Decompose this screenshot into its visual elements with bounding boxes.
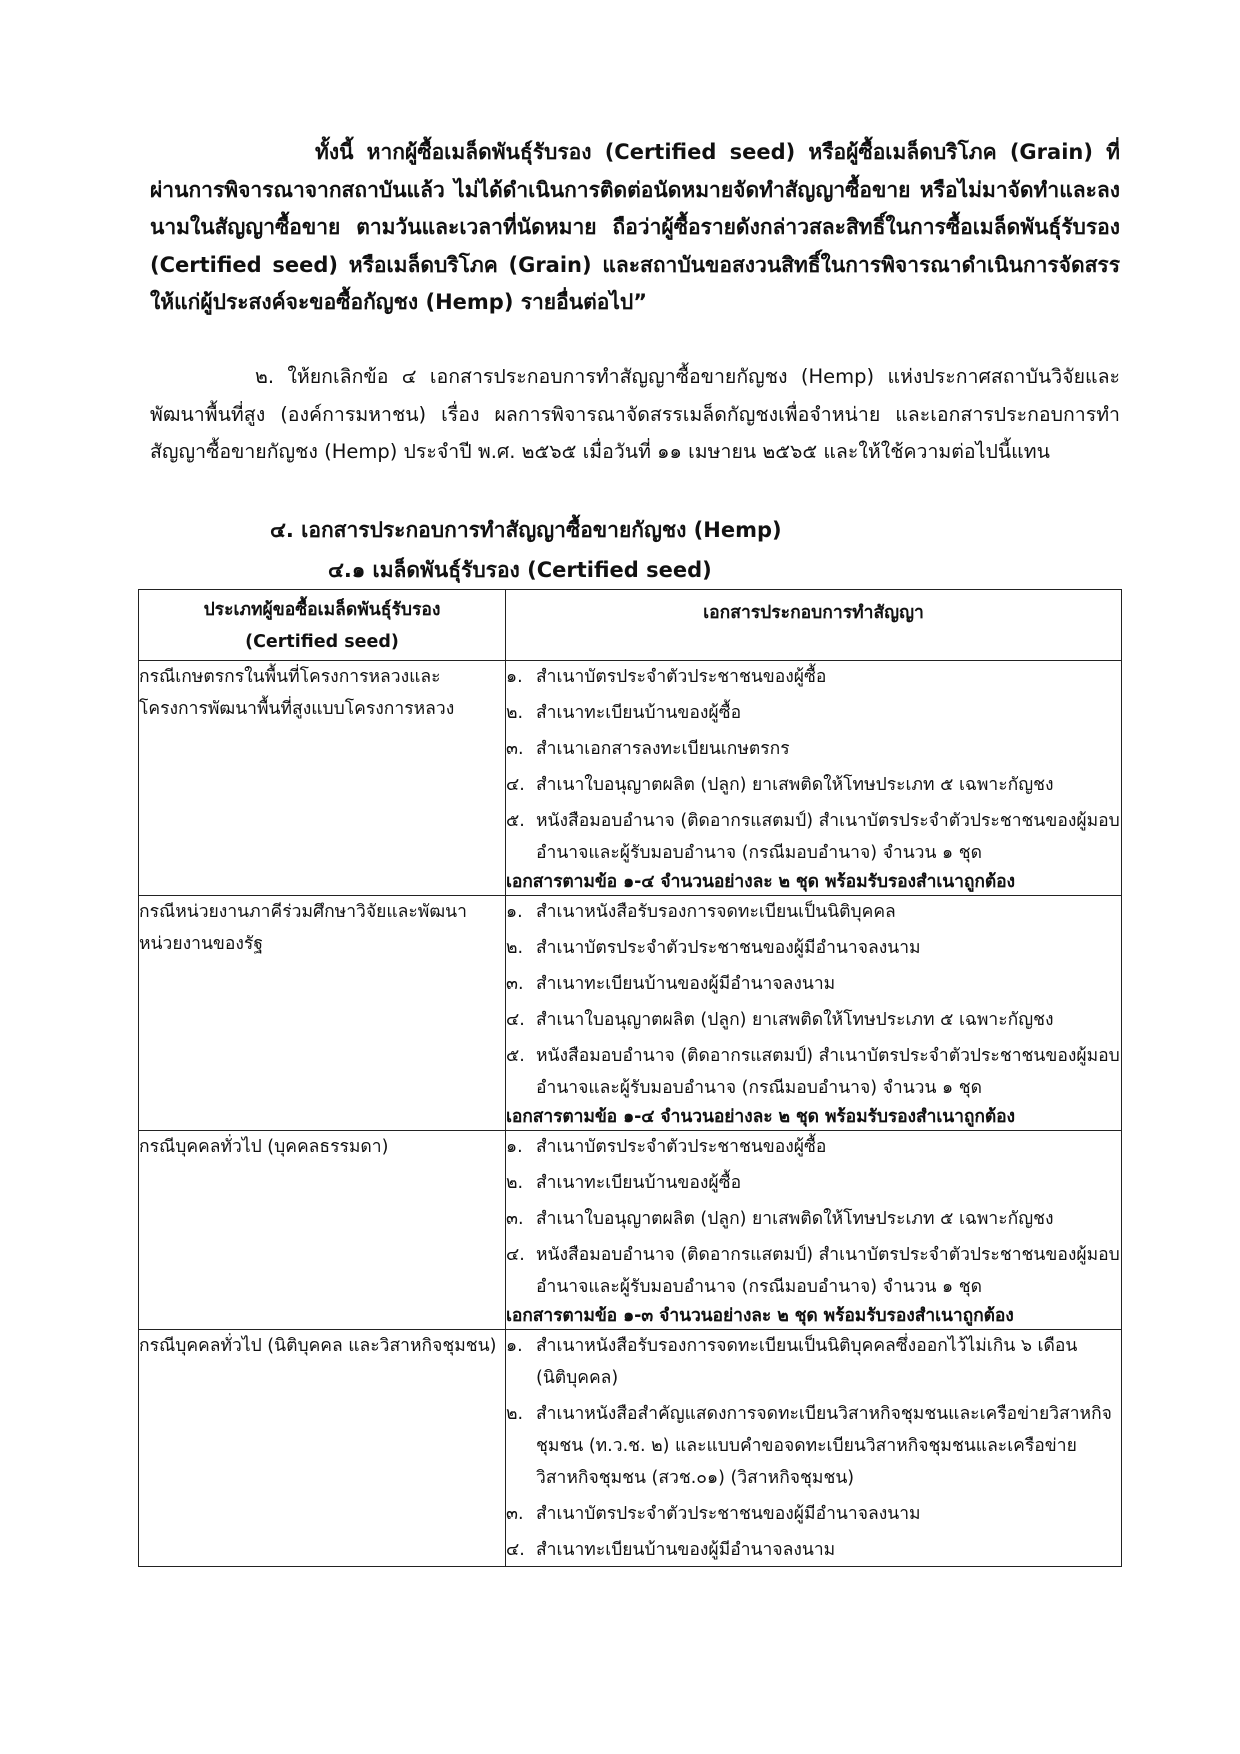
table-row [139,661,1122,896]
buyer-type-cell [139,896,506,1131]
doc-number: ๔. [506,1010,525,1030]
doc-text: สำเนาทะเบียนบ้านของผู้ซื้อ [536,1173,742,1193]
doc-text: สำเนาทะเบียนบ้านของผู้มีอำนาจลงนาม [536,1540,836,1560]
doc-item [506,1498,1121,1530]
table-header-row [139,590,1122,661]
doc-text: สำเนาทะเบียนบ้านของผู้ซื้อ [536,703,742,723]
doc-text: หนังสือมอบอำนาจ (ติดอากรแสตมป์) สำเนาบัตรประจำตัวประชาชนของผู้มอบอำนาจและผู้รับมอบอำนาจ (กรณีมอบอำนาจ) จำนวน ๑ ชุด [536,811,1120,863]
documents-cell [506,896,1122,1131]
doc-number: ๓. [506,1209,524,1229]
header-buyer-type [139,590,506,661]
doc-item [506,968,1121,1000]
doc-item [506,1040,1121,1104]
doc-item [506,1534,1121,1566]
doc-number: ๑. [506,902,523,922]
doc-number: ๒. [506,1404,524,1424]
doc-text: สำเนาบัตรประจำตัวประชาชนของผู้มีอำนาจลงนาม [536,1504,921,1524]
doc-number: ๔. [506,775,525,795]
doc-number: ๒. [506,1173,524,1193]
buyer-type-cell [139,661,506,896]
documents-cell [506,1131,1122,1330]
doc-text: สำเนาใบอนุญาตผลิต (ปลูก) ยาเสพติดให้โทษประเภท ๕ เฉพาะกัญชง [536,775,1054,795]
doc-number: ๑. [506,1336,523,1356]
doc-text: สำเนาทะเบียนบ้านของผู้มีอำนาจลงนาม [536,974,836,994]
doc-item [506,805,1121,869]
header-buyer-type-line1: ประเภทผู้ขอซื้อเมล็ดพันธุ์รับรอง [203,600,441,620]
doc-number: ๕. [506,811,525,831]
doc-text: หนังสือมอบอำนาจ (ติดอากรแสตมป์) สำเนาบัตรประจำตัวประชาชนของผู้มอบอำนาจและผู้รับมอบอำนาจ (กรณีมอบอำนาจ) จำนวน ๑ ชุด [536,1245,1120,1297]
doc-number: ๒. [506,938,524,958]
doc-item [506,697,1121,729]
intro-paragraph-text: ทั้งนี้ หากผู้ซื้อเมล็ดพันธุ์รับรอง (Certified seed) หรือผู้ซื้อเมล็ดบริโภค (Grain) ที่ผ่านการพิจารณาจากสถาบันแล้ว ไม่ได้ดำเนินการติดต่อนัดหมายจัดทำสัญญาซื้อขาย หรือไม่มาจัดทำและลงนามในสัญญาซื้อขาย ตามวันและเวลาที่นัดหมาย ถือว่าผู้ซื้อรายดังกล่าวสละสิทธิ์ในการซื้อเมล็ดพันธุ์รับรอง (Certified seed) หรือเมล็ดบริโภค (Grain) และสถาบันขอสงวนสิทธิ์ในการพิจารณาดำเนินการจัดสรรให้แก่ผู้ประสงค์จะขอซื้อกัญชง (Hemp) รายอื่นต่อไป” [150,140,1120,314]
documents-cell [506,661,1122,896]
doc-number: ๓. [506,739,524,759]
doc-number: ๕. [506,1046,525,1066]
doc-item [506,733,1121,765]
doc-number: ๓. [506,974,524,994]
doc-number: ๑. [506,667,523,687]
doc-item [506,896,1121,928]
doc-item [506,1131,1121,1163]
doc-text: สำเนาหนังสือสำคัญแสดงการจดทะเบียนวิสาหกิจชุมชนและเครือข่ายวิสาหกิจชุมชน (ท.ว.ช. ๒) และแบบคำขอจดทะเบียนวิสาหกิจชุมชนและเครือข่ายวิสาหกิจชุมชน (สวช.๐๑) (วิสาหกิจชุมชน) [536,1404,1112,1488]
buyer-type-line: หน่วยงานของรัฐ [139,934,263,954]
buyer-type-line: กรณีเกษตรกรในพื้นที่โครงการหลวงและ [139,667,441,687]
doc-text: สำเนาบัตรประจำตัวประชาชนของผู้ซื้อ [536,1137,827,1157]
doc-item [506,1398,1121,1494]
section-heading: ๔. เอกสารประกอบการทำสัญญาซื้อขายกัญชง (Hemp) [270,518,782,542]
doc-item [506,1330,1121,1394]
table-row [139,896,1122,1131]
intro-paragraph [150,134,1120,322]
doc-note: เอกสารตามข้อ ๑-๓ จำนวนอย่างละ ๒ ชุด พร้อมรับรองสำเนาถูกต้อง [506,1306,1014,1326]
buyer-type-line: กรณีบุคคลทั่วไป (นิติบุคคล และวิสาหกิจชุมชน) [139,1336,497,1356]
doc-number: ๔. [506,1540,525,1560]
doc-text: สำเนาบัตรประจำตัวประชาชนของผู้ซื้อ [536,667,827,687]
buyer-type-line: โครงการพัฒนาพื้นที่สูงแบบโครงการหลวง [139,699,455,719]
doc-text: หนังสือมอบอำนาจ (ติดอากรแสตมป์) สำเนาบัตรประจำตัวประชาชนของผู้มอบอำนาจและผู้รับมอบอำนาจ (กรณีมอบอำนาจ) จำนวน ๑ ชุด [536,1046,1120,1098]
table-row [139,1131,1122,1330]
subsection-heading: ๔.๑ เมล็ดพันธุ์รับรอง (Certified seed) [328,558,712,582]
doc-note: เอกสารตามข้อ ๑-๔ จำนวนอย่างละ ๒ ชุด พร้อมรับรองสำเนาถูกต้อง [506,872,1015,892]
buyer-type-cell [139,1131,506,1330]
doc-text: สำเนาใบอนุญาตผลิต (ปลูก) ยาเสพติดให้โทษประเภท ๕ เฉพาะกัญชง [536,1209,1054,1229]
documents-cell [506,1330,1122,1567]
buyer-type-line: กรณีบุคคลทั่วไป (บุคคลธรรมดา) [139,1137,389,1157]
documents-table [138,589,1122,1567]
buyer-type-cell [139,1330,506,1567]
doc-number: ๔. [506,1245,525,1265]
doc-number: ๓. [506,1504,524,1524]
doc-text: สำเนาบัตรประจำตัวประชาชนของผู้มีอำนาจลงนาม [536,938,921,958]
doc-item [506,1167,1121,1199]
doc-note: เอกสารตามข้อ ๑-๔ จำนวนอย่างละ ๒ ชุด พร้อมรับรองสำเนาถูกต้อง [506,1107,1015,1127]
doc-item [506,1239,1121,1303]
header-buyer-type-line2: (Certified seed) [245,632,399,652]
buyer-type-line: กรณีหน่วยงานภาคีร่วมศึกษาวิจัยและพัฒนา [139,902,467,922]
doc-text: สำเนาหนังสือรับรองการจดทะเบียนเป็นนิติบุคคล [536,902,896,922]
doc-item [506,661,1121,693]
doc-text: สำเนาหนังสือรับรองการจดทะเบียนเป็นนิติบุคคลซึ่งออกไว้ไม่เกิน ๖ เดือน (นิติบุคคล) [536,1336,1078,1388]
doc-text: สำเนาใบอนุญาตผลิต (ปลูก) ยาเสพติดให้โทษประเภท ๕ เฉพาะกัญชง [536,1010,1054,1030]
doc-item [506,769,1121,801]
amendment-paragraph-text: ๒. ให้ยกเลิกข้อ ๔ เอกสารประกอบการทำสัญญาซื้อขายกัญชง (Hemp) แห่งประกาศสถาบันวิจัยและพัฒนาพื้นที่สูง (องค์การมหาชน) เรื่อง ผลการพิจารณาจัดสรรเมล็ดกัญชงเพื่อจำหน่าย และเอกสารประกอบการทำสัญญาซื้อขายกัญชง (Hemp) ประจำปี พ.ศ. ๒๕๖๕ เมื่อวันที่ ๑๑ เมษายน ๒๕๖๕ และให้ใช้ความต่อไปนี้แทน [150,365,1120,463]
header-documents: เอกสารประกอบการทำสัญญา [506,590,1122,661]
doc-number: ๒. [506,703,524,723]
doc-item [506,1004,1121,1036]
doc-text: สำเนาเอกสารลงทะเบียนเกษตรกร [536,739,790,759]
doc-item [506,1203,1121,1235]
doc-number: ๑. [506,1137,523,1157]
table-row [139,1330,1122,1567]
doc-item [506,932,1121,964]
amendment-paragraph [150,358,1120,471]
